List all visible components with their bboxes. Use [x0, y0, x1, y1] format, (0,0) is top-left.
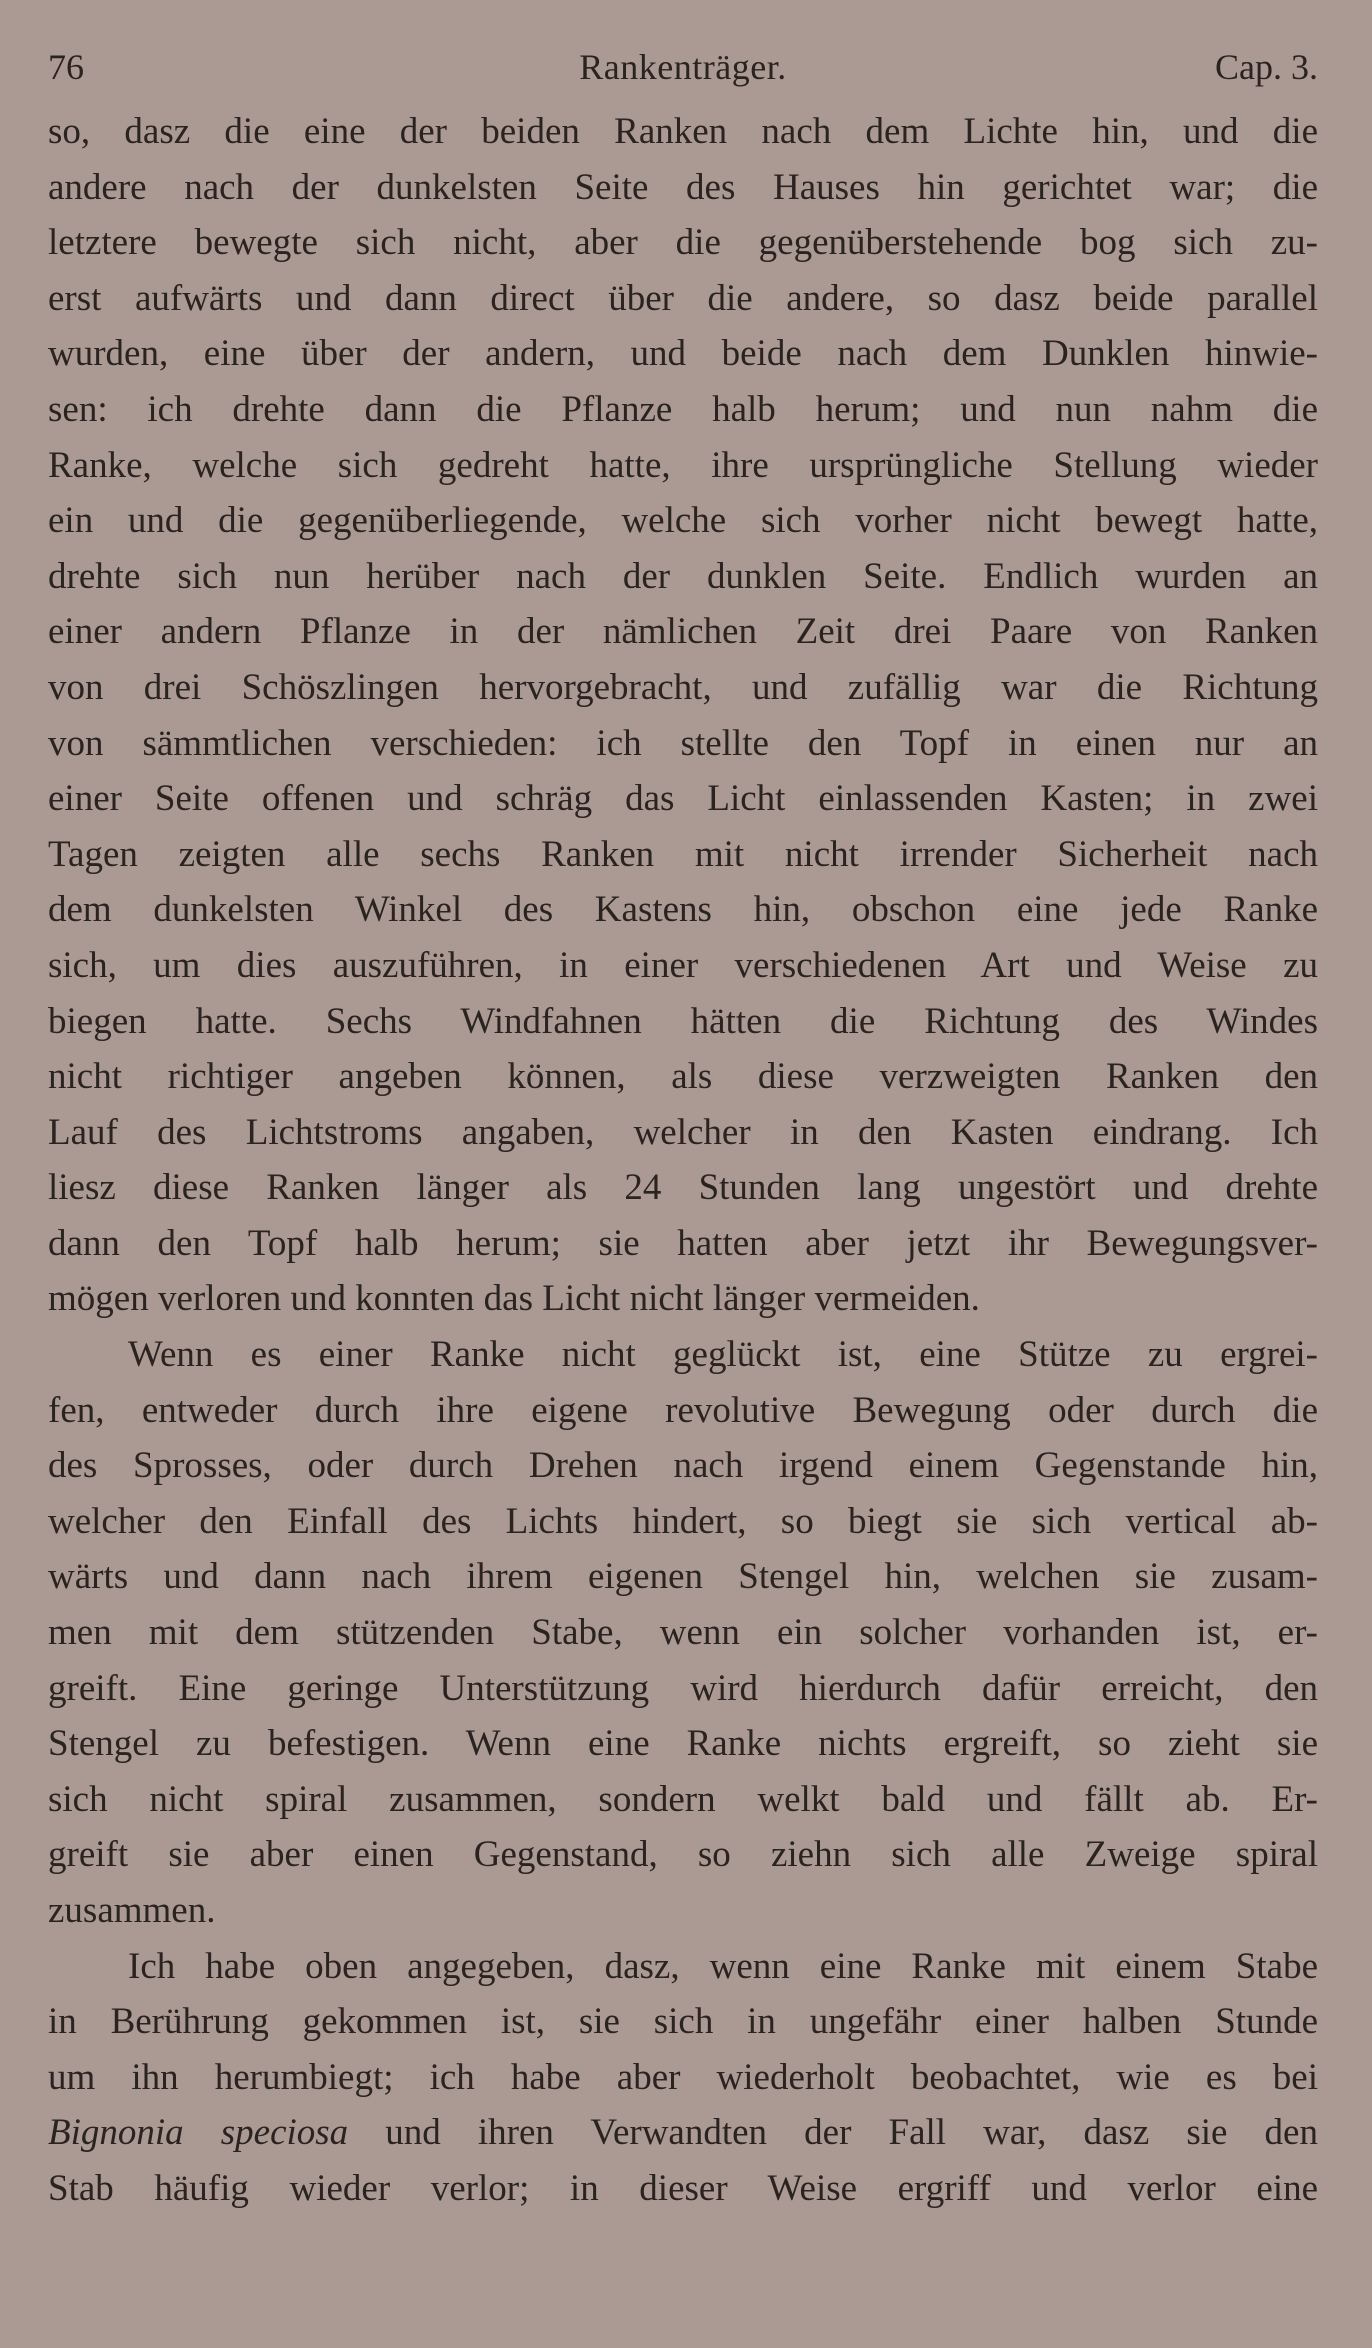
paragraph	[48, 1327, 1318, 1939]
text-line: liesz diese Ranken länger als 24 Stunden lang ungestört und drehte	[48, 1167, 1318, 1209]
paragraph	[48, 104, 1318, 1327]
text-line: fen, entweder durch ihre eigene revolutive Bewegung oder durch die	[48, 1389, 1318, 1431]
text-line: greift sie aber einen Gegenstand, so ziehn sich alle Zweige spiral	[48, 1834, 1318, 1876]
text-line: greift. Eine geringe Unterstützung wird hierdurch dafür erreicht, den	[48, 1667, 1318, 1709]
text-fragment: und ihren Verwandten der Fall war, dasz sie den	[348, 2112, 1318, 2154]
text-line: mögen verloren und konnten das Licht nicht länger vermeiden.	[48, 1278, 980, 1320]
text-line: Lauf des Lichtstroms angaben, welcher in den Kasten eindrang. Ich	[48, 1111, 1318, 1153]
text-line: Stengel zu befestigen. Wenn eine Ranke nichts ergreift, so zieht sie	[48, 1723, 1318, 1765]
text-line: sich nicht spiral zusammen, sondern welkt bald und fällt ab. Er-	[48, 1778, 1318, 1820]
text-line: welcher den Einfall des Lichts hindert, so biegt sie sich vertical ab-	[48, 1500, 1318, 1542]
species-name: Bignonia speciosa	[48, 2112, 349, 2154]
text-line: Wenn es einer Ranke nicht geglückt ist, eine Stütze zu ergrei-	[128, 1334, 1318, 1376]
page-number: 76	[48, 47, 84, 87]
text-line: sen: ich drehte dann die Pflanze halb herum; und nun nahm die	[48, 388, 1318, 430]
body-text	[48, 104, 1318, 2217]
text-line: des Sprosses, oder durch Drehen nach irgend einem Gegenstande hin,	[48, 1445, 1318, 1487]
text-line: Ranke, welche sich gedreht hatte, ihre ursprüngliche Stellung wieder	[48, 444, 1318, 486]
text-line: drehte sich nun herüber nach der dunklen Seite. Endlich wurden an	[48, 555, 1318, 597]
text-line: so, dasz die eine der beiden Ranken nach dem Lichte hin, und die	[48, 111, 1318, 152]
text-line: erst aufwärts und dann direct über die andere, so dasz beide parallel	[48, 277, 1318, 319]
text-line: dann den Topf halb herum; sie hatten aber jetzt ihr Bewegungsver-	[48, 1222, 1318, 1264]
text-line: wärts und dann nach ihrem eigenen Stengel hin, welchen sie zusam-	[48, 1556, 1318, 1598]
text-line: sich, um dies auszuführen, in einer verschiedenen Art und Weise zu	[48, 944, 1318, 986]
paragraph	[48, 1939, 1318, 2217]
text-line: Tagen zeigten alle sechs Ranken mit nicht irrender Sicherheit nach	[48, 833, 1318, 875]
text-line: zusammen.	[48, 1890, 216, 1931]
text-line: wurden, eine über der andern, und beide nach dem Dunklen hinwie-	[48, 333, 1318, 375]
text-line	[48, 2105, 1318, 2161]
text-line: einer Seite offenen und schräg das Licht einlassenden Kasten; in zwei	[48, 778, 1318, 820]
chapter-label: Cap. 3.	[1215, 47, 1318, 87]
text-line: Stab häufig wieder verlor; in dieser Weise ergriff und verlor eine	[48, 2167, 1318, 2209]
text-line: ein und die gegenüberliegende, welche sich vorher nicht bewegt hatte,	[48, 500, 1318, 542]
text-line: letztere bewegte sich nicht, aber die gegenüberstehende bog sich zu-	[48, 222, 1318, 264]
text-line: einer andern Pflanze in der nämlichen Zeit drei Paare von Ranken	[48, 611, 1318, 653]
running-title: Rankenträger.	[579, 47, 787, 87]
text-line: andere nach der dunkelsten Seite des Hauses hin gerichtet war; die	[48, 166, 1318, 208]
text-line: um ihn herumbiegt; ich habe aber wiederholt beobachtet, wie es bei	[48, 2056, 1318, 2098]
text-line: biegen hatte. Sechs Windfahnen hätten die Richtung des Windes	[48, 1000, 1318, 1042]
text-line: men mit dem stützenden Stabe, wenn ein solcher vorhanden ist, er-	[48, 1612, 1318, 1654]
text-line: in Berührung gekommen ist, sie sich in ungefähr einer halben Stunde	[48, 2001, 1318, 2043]
page-header	[48, 40, 1318, 94]
text-line: von sämmtlichen verschieden: ich stellte den Topf in einen nur an	[48, 722, 1318, 764]
text-line: Ich habe oben angegeben, dasz, wenn eine Ranke mit einem Stabe	[128, 1945, 1318, 1987]
text-line: dem dunkelsten Winkel des Kastens hin, obschon eine jede Ranke	[48, 889, 1318, 931]
text-line: von drei Schöszlingen hervorgebracht, und zufällig war die Richtung	[48, 666, 1318, 708]
text-line: nicht richtiger angeben können, als diese verzweigten Ranken den	[48, 1056, 1318, 1098]
